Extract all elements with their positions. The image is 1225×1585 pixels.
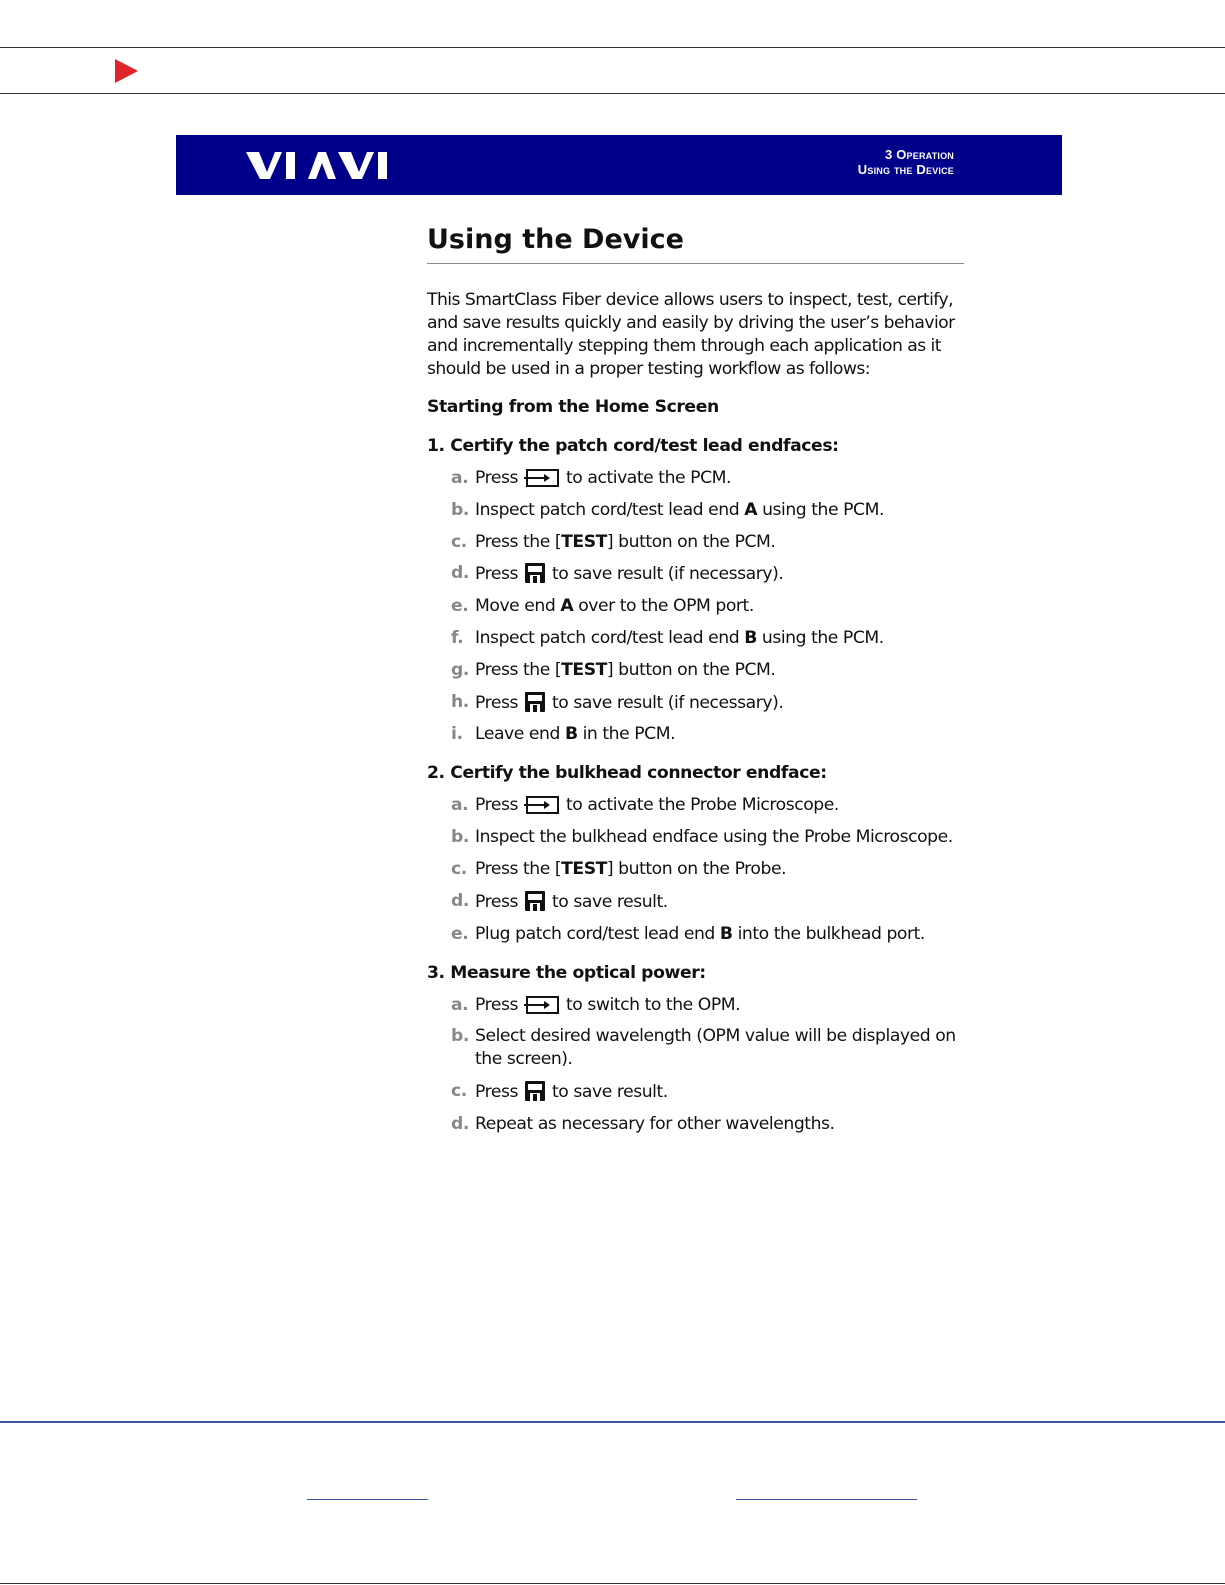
switch-input-icon: [524, 995, 560, 1015]
step-text: Press: [475, 1082, 523, 1103]
step-item: [427, 794, 964, 817]
step-text: to save result (if necessary).: [547, 692, 784, 713]
step-emphasis: B: [719, 923, 733, 944]
step-text: Press the [: [475, 858, 562, 879]
step-item: [427, 923, 964, 946]
step-label: h.: [451, 691, 469, 712]
step-item: [427, 1113, 964, 1136]
step-text: using the PCM.: [756, 627, 884, 648]
viavi-logo: [246, 150, 396, 180]
subheading: Starting from the Home Screen: [427, 397, 719, 417]
step-text: into the bulkhead port.: [732, 923, 925, 944]
save-floppy-icon: [524, 691, 546, 713]
header-banner: [176, 135, 1062, 195]
footer-link-left[interactable]: [307, 1499, 428, 1500]
footer-link-right[interactable]: [736, 1499, 917, 1500]
step-label: e.: [451, 596, 469, 617]
step-text: Inspect patch cord/test lead end: [475, 499, 745, 520]
step-label: d.: [451, 890, 469, 911]
step-item: [427, 858, 964, 881]
step-text: to save result.: [547, 1082, 668, 1103]
running-header: [858, 147, 954, 177]
step-item: [427, 890, 964, 914]
step-item: [427, 531, 964, 554]
step-text: Press: [475, 994, 523, 1015]
step-text: to save result.: [547, 891, 668, 912]
step-emphasis: B: [744, 627, 757, 648]
section-title: 2. Certify the bulkhead connector endface:: [427, 763, 827, 784]
step-item: [427, 1025, 964, 1071]
step-label: b.: [451, 499, 469, 520]
step-label: f.: [451, 627, 464, 648]
step-item: [427, 659, 964, 682]
step-list: [427, 794, 964, 945]
step-item: [427, 994, 964, 1017]
step-emphasis: TEST: [561, 531, 607, 552]
step-label: a.: [451, 795, 469, 816]
step-label: d.: [451, 563, 469, 584]
step-text: Select desired wavelength (OPM value will be displayed on the screen).: [475, 1026, 956, 1070]
step-text: ] button on the PCM.: [606, 659, 776, 680]
step-label: c.: [451, 1081, 467, 1102]
step-label: b.: [451, 827, 469, 848]
step-text: in the PCM.: [577, 724, 676, 745]
step-item: [427, 627, 964, 650]
step-label: d.: [451, 1113, 469, 1134]
step-text: ] button on the PCM.: [606, 531, 776, 552]
section-title: 1. Certify the patch cord/test lead endfaces:: [427, 436, 839, 456]
switch-input-icon: [524, 795, 560, 815]
step-list: [427, 994, 964, 1136]
step-item: [427, 562, 964, 586]
step-text: Press: [475, 891, 523, 912]
save-floppy-icon: [524, 1080, 546, 1102]
step-label: a.: [451, 994, 469, 1015]
step-label: g.: [451, 659, 469, 680]
step-text: Leave end: [475, 724, 565, 745]
top-rule: [0, 47, 1225, 48]
step-text: Inspect the bulkhead endface using the Probe Microscope.: [475, 827, 953, 848]
step-text: over to the OPM port.: [573, 596, 754, 617]
step-label: c.: [451, 531, 467, 552]
step-text: Press: [475, 468, 523, 488]
step-item: [427, 723, 964, 746]
step-label: c.: [451, 858, 467, 879]
section-title: 3. Measure the optical power:: [427, 962, 706, 983]
step-text: Repeat as necessary for other wavelengths.: [475, 1113, 835, 1134]
step-item: [427, 826, 964, 849]
step-text: ] button on the Probe.: [606, 858, 787, 879]
section-label: Using the Device: [857, 162, 954, 177]
top-rule-lower: [0, 93, 1225, 94]
page-title: Using the Device: [427, 224, 684, 255]
bottom-rule: [0, 1583, 1225, 1584]
step-text: using the PCM.: [757, 499, 884, 520]
step-label: a.: [451, 468, 469, 488]
step-text: to switch to the OPM.: [561, 994, 741, 1015]
save-floppy-icon: [524, 890, 546, 912]
page-marker-triangle-icon: [115, 59, 138, 83]
step-list: [427, 467, 964, 746]
step-text: to activate the Probe Microscope.: [561, 795, 839, 816]
step-text: to save result (if necessary).: [547, 564, 784, 585]
step-item: [427, 595, 964, 618]
step-text: Press: [475, 795, 523, 816]
switch-input-icon: [524, 468, 560, 488]
step-emphasis: B: [564, 724, 578, 745]
step-item: [427, 467, 964, 490]
footer-rule: [0, 1421, 1225, 1423]
step-item: [427, 499, 964, 522]
step-emphasis: TEST: [561, 858, 607, 879]
step-label: b.: [451, 1026, 469, 1047]
step-label: e.: [451, 923, 469, 944]
step-text: Inspect patch cord/test lead end: [475, 627, 745, 648]
step-text: Plug patch cord/test lead end: [475, 923, 720, 944]
step-text: Move end: [475, 596, 561, 617]
step-text: Press the [: [475, 531, 562, 552]
step-emphasis: A: [560, 596, 574, 617]
step-text: Press: [475, 692, 523, 713]
step-emphasis: TEST: [561, 659, 607, 680]
step-text: Press: [475, 564, 523, 585]
step-text: Press the [: [475, 659, 562, 680]
intro-paragraph: This SmartClass Fiber device allows users to inspect, test, certify, and save results quickly and easily by driving the user’s behavior and incrementally stepping them through each application as it should be used in a proper testing workflow as follows:: [427, 290, 955, 379]
chapter-label: 3 Operation: [885, 147, 954, 162]
step-item: [427, 691, 964, 715]
step-item: [427, 1080, 964, 1104]
main-content: [427, 220, 964, 1145]
save-floppy-icon: [524, 562, 546, 584]
step-emphasis: A: [744, 499, 758, 520]
step-label: i.: [451, 724, 463, 745]
step-text: to activate the PCM.: [561, 468, 732, 488]
procedure-sections: [427, 435, 964, 1136]
title-underline: [427, 263, 964, 264]
